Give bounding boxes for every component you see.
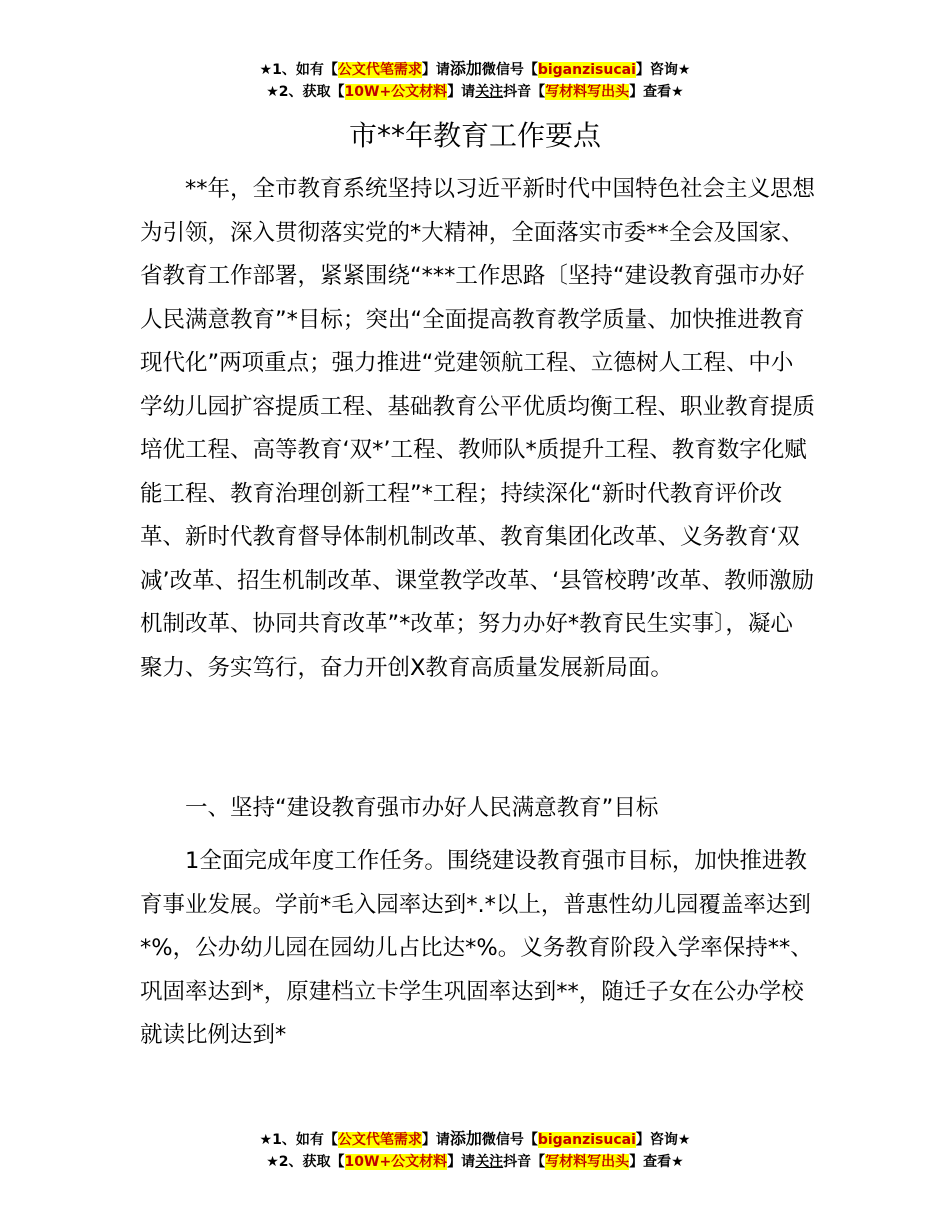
banner-line-2	[0, 81, 950, 103]
body-paragraph	[140, 168, 815, 690]
banner-text: 关注	[475, 84, 504, 100]
highlight-text: 10W+公文材料	[344, 84, 448, 100]
highlight-text: 写材料写出头	[545, 1154, 630, 1170]
banner-text: 关注	[475, 1154, 504, 1170]
banner-text: 】请	[421, 62, 450, 78]
highlight-text: 10W+公文材料	[344, 1154, 448, 1170]
wechat-id: biganzisucai	[537, 62, 636, 78]
highlight-text: 公文代笔需求	[337, 62, 422, 78]
banner-line-1	[0, 1128, 950, 1151]
document-title: 市**年教育工作要点	[348, 119, 601, 152]
banner-text: 】查看★	[629, 84, 684, 100]
highlight-text: 公文代笔需求	[337, 1132, 422, 1148]
banner-line-1	[0, 58, 950, 81]
banner-text: ★1、如有【	[259, 62, 338, 78]
footer-banner	[0, 1128, 950, 1173]
banner-text: 】咨询★	[635, 1132, 691, 1148]
banner-text: 】查看★	[629, 1154, 684, 1170]
header-banner	[0, 58, 950, 103]
banner-text: 】请	[447, 84, 476, 100]
banner-text: ★1、如有【	[259, 1132, 338, 1148]
banner-text: 抖音【	[503, 84, 546, 100]
heading-text: 一、坚持“建设教育强市办好人民满意教育”目标	[185, 795, 659, 821]
banner-text: 抖音【	[503, 1154, 546, 1170]
banner-text: 】请	[447, 1154, 476, 1170]
wechat-id: biganzisucai	[537, 1132, 636, 1148]
banner-text: ★2、获取【	[266, 1154, 345, 1170]
body-paragraph	[140, 840, 815, 1058]
banner-text: 添加	[449, 59, 482, 78]
paragraph-text: **年，全市教育系统坚持以习近平新时代中国特色社会主义思想为引领，深入贯彻落实党的*大精神，全面落实市委**全会及国家、省教育工作部署，紧紧围绕“***工作思路〔坚持“建设教育强市办好人民满意教育”*目标；突出“全面提高教育教学质量、加快推进教育现代化”两项重点；强力推进“党建领航工程、立德树人工程、中小学幼儿园扩容提质工程、基础教育公平优质均衡工程、职业教育提质培优工程、高等教育‘双*’工程、教师队*质提升工程、教育数字化赋能工程、教育治理创新工程”*工程；持续深化“新时代教育评价改革、新时代教育督导体制机制改革、教育集团化改革、义务教育‘双减’改革、招生机制改革、课堂教学改革、‘县管校聘’改革、教师激励机制改革、协同共育改革”*改革；努力办好*教育民生实事〕，凝心聚力、务实笃行，奋力开创X教育高质量发展新局面。	[140, 176, 816, 681]
banner-text: 微信号【	[481, 1132, 538, 1148]
banner-text: ★2、获取【	[266, 84, 345, 100]
section-heading	[140, 787, 815, 831]
paragraph-text: 1全面完成年度工作任务。围绕建设教育强市目标，加快推进教育事业发展。学前*毛入园率达到*.*以上，普惠性幼儿园覆盖率达到*%，公办幼儿园在园幼儿占比达*%。义务教育阶段入学率保持**、巩固率达到*，原建档立卡学生巩固率达到**，随迁子女在公办学校就读比例达到*	[140, 848, 813, 1048]
banner-text: 微信号【	[481, 62, 538, 78]
banner-line-2	[0, 1151, 950, 1173]
highlight-text: 写材料写出头	[545, 84, 630, 100]
banner-text: 】咨询★	[635, 62, 691, 78]
banner-text: 】请	[421, 1132, 450, 1148]
banner-text: 添加	[449, 1129, 482, 1148]
